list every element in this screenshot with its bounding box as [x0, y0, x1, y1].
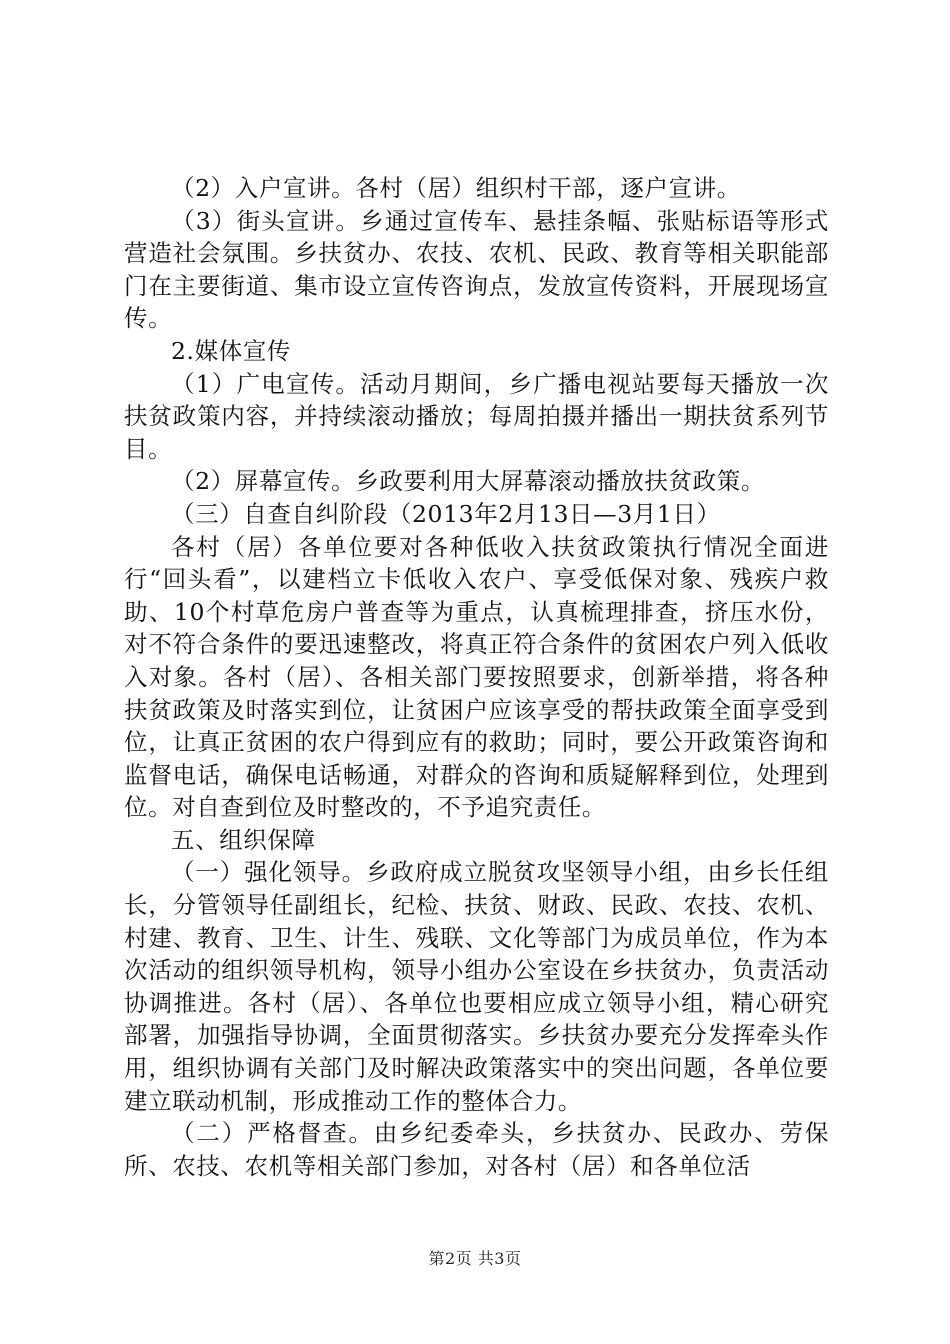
paragraph-screen-publicity: （2）屏幕宣传。乡政要利用大屏幕滚动播放扶贫政策。 — [171, 467, 765, 496]
paragraph-broadcast-publicity: （1）广电宣传。活动月期间，乡广播电视站要每天播放一次扶贫政策内容，并持续滚动播放；每周拍摄并播出一期扶贫系列节目。 — [124, 369, 829, 463]
page-footer: 第2页 共3页 — [428, 1249, 522, 1268]
paragraph-street-publicity: （3）街头宣讲。乡通过宣传车、悬挂条幅、张贴标语等形式营造社会氛围。乡扶贫办、农技、农机、民政、教育等相关职能部门在主要街道、集市设立宣传咨询点，发放宣传资料，开展现场宣传。 — [124, 206, 829, 333]
heading-self-inspection-stage: （三）自查自纠阶段（2013年2月13日—3月1日） — [171, 499, 721, 528]
paragraph-door-to-door: （2）入户宣讲。各村（居）组织村干部，逐户宣讲。 — [171, 174, 741, 202]
paragraph-strict-supervision: （二）严格督查。由乡纪委牵头，乡扶贫办、民政办、劳保所、农技、农机等相关部门参加，对各村（居）和各单位活 — [124, 1119, 829, 1180]
document-body — [124, 172, 829, 1182]
heading-media-publicity: 2.媒体宣传 — [171, 336, 292, 365]
paragraph-self-inspection: 各村（居）各单位要对各种低收入扶贫政策执行情况全面进行“回头看”，以建档立卡低收入农户、享受低保对象、残疾户救助、10个村草危房户普查等为重点，认真梳理排查，挤压水份，对不符合条件的要迅速整改，将真正符合条件的贫困农户列入低收入对象。各村（居）、各相关部门要按照要求，创新举措，将各种扶贫政策及时落实到位，让贫困户应该享受的帮扶政策全面享受到位，让真正贫困的农户得到应有的救助；同时，要公开政策咨询和监督电话，确保电话畅通，对群众的咨询和质疑解释到位，处理到位。对自查到位及时整改的，不予追究责任。 — [124, 532, 829, 822]
heading-organization-guarantee: 五、组织保障 — [171, 825, 316, 854]
paragraph-strengthen-leadership: （一）强化领导。乡政府成立脱贫攻坚领导小组，由乡长任组长，分管领导任副组长，纪检、扶贫、财政、民政、农技、农机、村建、教育、卫生、计生、残联、文化等部门为成员单位，作为本次活动的组织领导机构，领导小组办公室设在乡扶贫办，负责活动协调推进。各村（居）、各单位也要相应成立领导小组，精心研究部署，加强指导协调，全面贯彻落实。乡扶贫办要充分发挥牵头作用，组织协调有关部门及时解决政策落实中的突出问题，各单位要建立联动机制，形成推动工作的整体合力。 — [124, 858, 829, 1115]
